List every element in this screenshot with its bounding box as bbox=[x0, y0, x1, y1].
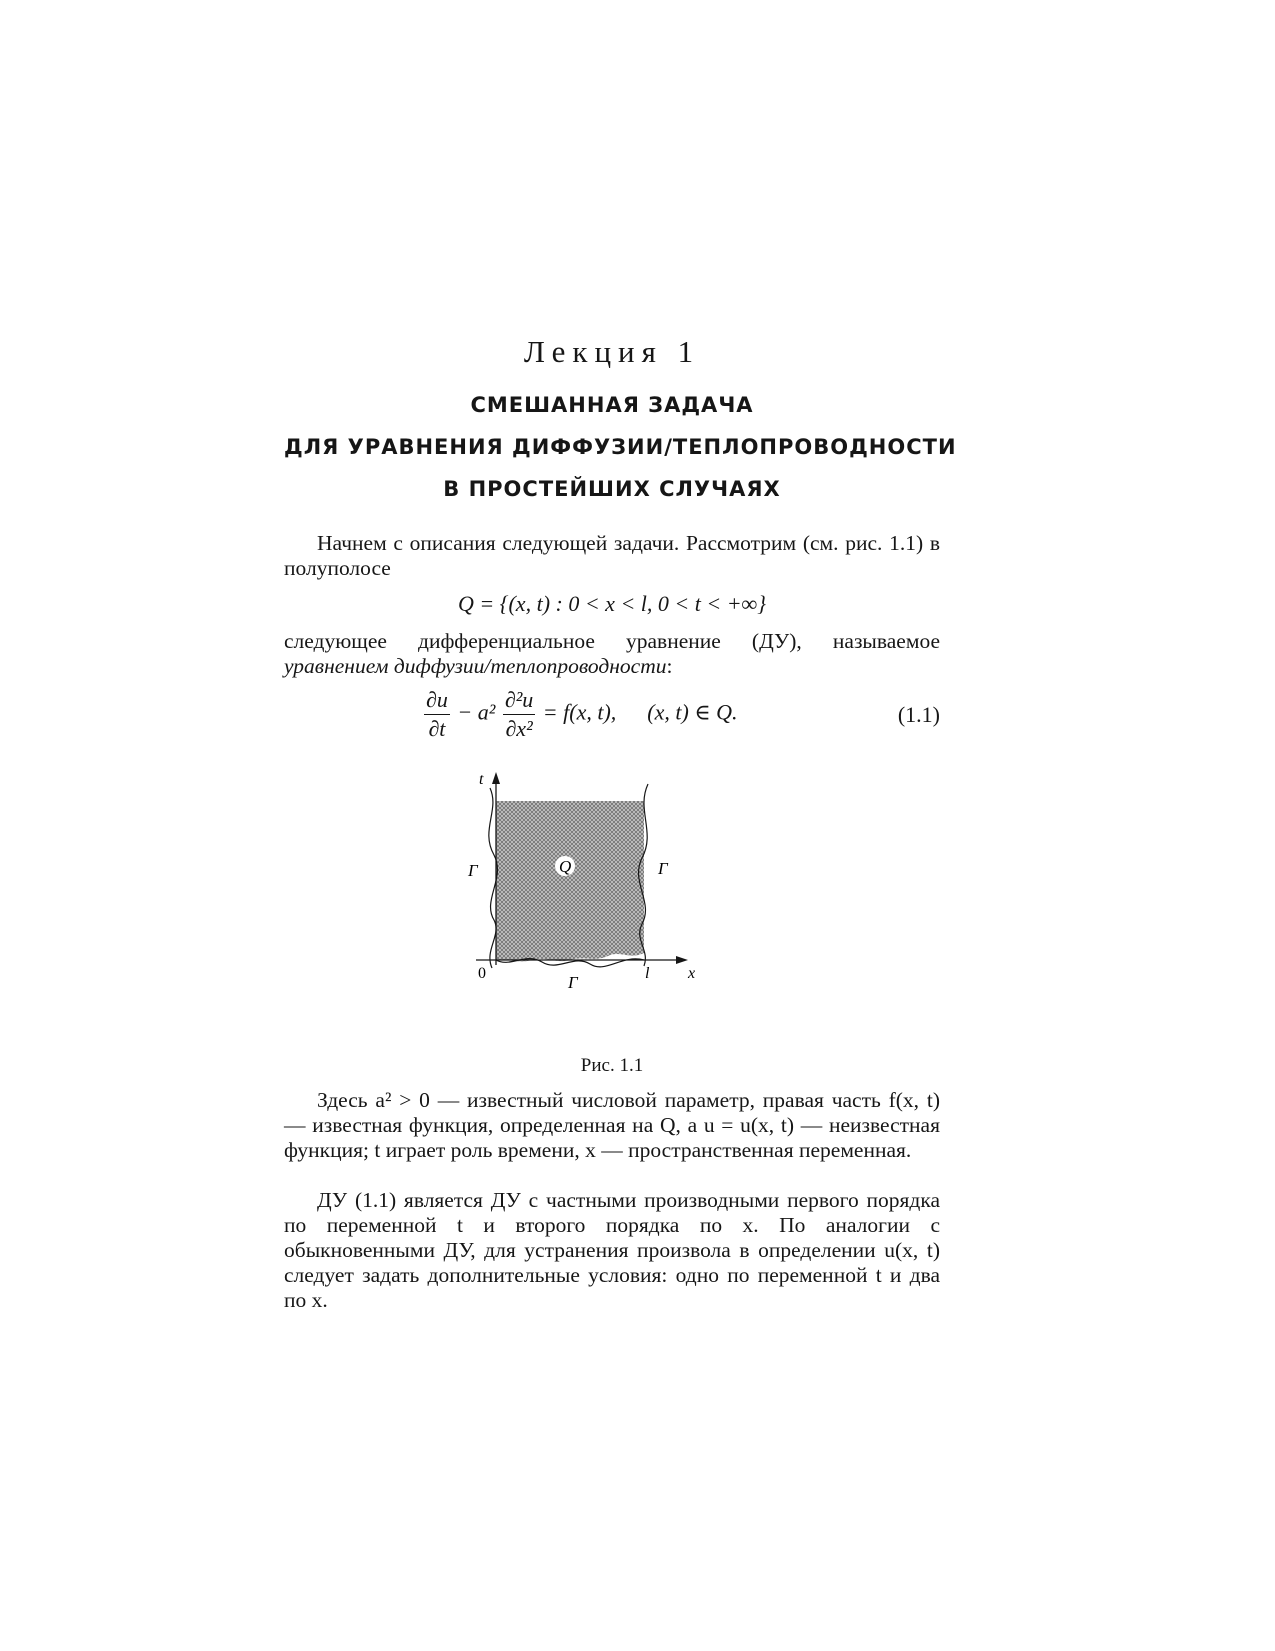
paragraph-intro: Начнем с описания следующей задачи. Рассмотрим (см. рис. 1.1) в полуполосе bbox=[284, 531, 940, 580]
fraction-du-dt bbox=[424, 686, 450, 743]
gamma-bottom-label: Γ bbox=[568, 973, 578, 992]
lecture-title bbox=[284, 384, 957, 510]
formula-half-strip bbox=[284, 591, 940, 616]
equation-rhs: = f(x, t), bbox=[542, 699, 617, 725]
equation-1-1 bbox=[284, 686, 940, 748]
paragraph-equation-intro bbox=[284, 629, 940, 679]
title-line-1: СМЕШАННАЯ ЗАДАЧА bbox=[470, 393, 754, 417]
x-axis-label: x bbox=[688, 965, 696, 982]
lecture-heading: Лекция 1 bbox=[523, 334, 701, 369]
formula-half-strip-text: Q = {(x, t) : 0 < x < l, 0 < t < +∞} bbox=[457, 591, 767, 616]
t-axis-arrow bbox=[492, 772, 500, 784]
title-line-2: ДЛЯ УРАВНЕНИЯ ДИФФУЗИИ/ТЕПЛОПРОВОДНОСТИ bbox=[284, 435, 957, 459]
equation-body bbox=[422, 686, 738, 743]
figure-1-1 bbox=[470, 770, 730, 1040]
fraction-du-dt-numerator: ∂u bbox=[424, 686, 450, 715]
equation-minus-a2: − a² bbox=[457, 699, 496, 725]
fraction-d2u-dx2-numerator: ∂²u bbox=[503, 686, 535, 715]
t-axis-label: t bbox=[479, 771, 484, 788]
gamma-left-label: Γ bbox=[468, 861, 478, 880]
paragraph-parameters: Здесь a² > 0 — известный числовой параметр, правая часть f(x, t) — известная функция, определенная на Q, а u = u(x, t) — неизвестная функция; t играет роль времени, x — пространственная переменная. bbox=[284, 1088, 940, 1162]
fraction-d2u-dx2 bbox=[503, 686, 535, 743]
origin-label: 0 bbox=[478, 965, 486, 982]
term-diffusion-equation: уравнением диффузии/теплопроводности bbox=[284, 654, 667, 678]
equation-number: (1.1) bbox=[897, 702, 940, 727]
title-line-3: В ПРОСТЕЙШИХ СЛУЧАЯХ bbox=[443, 477, 781, 501]
fraction-d2u-dx2-denominator: ∂x² bbox=[505, 716, 533, 741]
x-axis-arrow bbox=[676, 956, 688, 964]
fraction-du-dt-denominator: ∂t bbox=[428, 716, 446, 741]
gamma-right-label: Γ bbox=[658, 859, 668, 878]
region-q-shading bbox=[496, 801, 644, 961]
l-point-label: l bbox=[645, 965, 650, 982]
paragraph-equation-intro-colon: : bbox=[666, 654, 673, 678]
equation-domain: (x, t) ∈ Q. bbox=[647, 699, 738, 725]
paragraph-conditions: ДУ (1.1) является ДУ с частными производными первого порядка по переменной t и второго порядка по x. По аналогии с обыкновенными ДУ, для устранения произвола в определении u(x, t) следует задать дополнительные условия: одно по переменной t и два по x. bbox=[284, 1188, 940, 1312]
region-q-label: Q bbox=[559, 857, 572, 876]
figure-caption: Рис. 1.1 bbox=[580, 1055, 644, 1076]
paragraph-equation-intro-text: следующее дифференциальное уравнение (ДУ), называемое bbox=[284, 629, 940, 653]
